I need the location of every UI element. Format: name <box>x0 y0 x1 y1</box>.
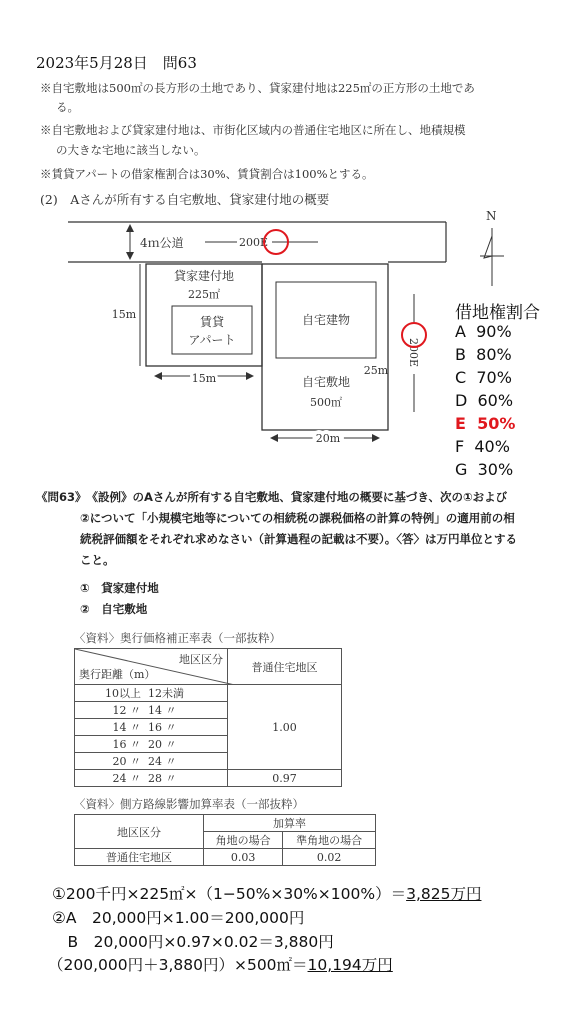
table-row: 20 〃 24 〃 <box>75 753 228 770</box>
table2-head-corner: 角地の場合 <box>204 832 283 849</box>
side-road-table <box>74 814 376 866</box>
table2-head-top: 加算率 <box>204 815 376 832</box>
question-line: 続税評価額をそれぞれ求めなさい（計算過程の記載は不要）。〈答〉は万円単位とする <box>80 532 517 546</box>
note-line: る。 <box>56 100 79 114</box>
answer-1-result: 3,825万円 <box>406 885 482 903</box>
note-line: ※賃貸アパートの借家権割合は30%、賃貸割合は100%とする。 <box>40 167 374 181</box>
table-row: 14 〃 16 〃 <box>75 719 228 736</box>
road-price-top: 200E <box>239 236 269 249</box>
depth-correction-table <box>74 648 342 787</box>
rate-item: D 60% <box>455 391 514 410</box>
table2-caption: 〈資料〉側方路線影響加算率表（一部抜粋） <box>74 797 304 811</box>
answer-line-1: ①200千円×225㎡×（1−50%×30%×100%）＝3,825万円 <box>52 885 482 903</box>
table2-val-corner: 0.03 <box>204 849 283 866</box>
lot2-area: 500㎡ <box>310 396 342 409</box>
lot2-width: 20m <box>315 432 341 445</box>
lot1-depth: 15m <box>111 308 137 321</box>
header-date: 2023年5月28日 問63 <box>36 54 197 72</box>
answer-line-2: ②A 20,000円×1.00＝200,000円 <box>52 909 305 927</box>
lot2-depth: 25m <box>363 364 389 377</box>
road-price-side: 200E <box>407 338 420 368</box>
rate-item: A 90% <box>455 322 512 341</box>
north-label: N <box>486 209 497 223</box>
table1-col-head-right: 普通住宅地区 <box>228 649 342 685</box>
house-label: 自宅建物 <box>301 313 351 327</box>
table1-value-last: 0.97 <box>228 770 342 787</box>
answer-line-3: B 20,000円×0.97×0.02＝3,880円 <box>52 933 334 951</box>
table1-caption: 〈資料〉奥行価格補正率表（一部抜粋） <box>74 631 281 645</box>
lot1-width: 15m <box>191 372 217 385</box>
table2-row-label: 普通住宅地区 <box>75 849 204 866</box>
lot2-name: 自宅敷地 <box>301 375 351 389</box>
note-line: ※自宅敷地は500㎡の長方形の土地であり、貸家建付地は225㎡の正方形の土地であ <box>40 81 475 95</box>
table1-col-head-top: 地区区分 <box>179 653 223 666</box>
table2-head-left: 地区区分 <box>75 815 204 849</box>
table-row: 24 〃 28 〃 <box>75 770 228 787</box>
question-item-1: ① 貸家建付地 <box>80 581 159 595</box>
table2-val-quasi: 0.02 <box>283 849 376 866</box>
rate-item-highlighted: E 50% <box>455 414 516 433</box>
question-line: こと。 <box>80 553 115 567</box>
rate-item: F 40% <box>455 437 510 456</box>
rates-title: 借地権割合 <box>455 303 540 323</box>
apt-line1: 賃貸 <box>199 315 225 329</box>
road-width-label: 4ｍ公道 <box>140 236 184 250</box>
lot1-name: 貸家建付地 <box>173 269 235 283</box>
note-line: ※自宅敷地および貸家建付地は、市街化区域内の普通住宅地区に所在し、地積規模 <box>40 123 466 137</box>
answer-line-4: （200,000円＋3,880円）×500㎡＝10,194万円 <box>48 956 393 974</box>
lot1-area: 225㎡ <box>188 288 220 301</box>
section-heading: (2) Aさんが所有する自宅敷地、貸家建付地の概要 <box>40 192 330 207</box>
table1-col-head-bottom: 奥行距離（m） <box>79 668 156 681</box>
question-line: 《問63》 《設例》のAさんが所有する自宅敷地、貸家建付地の概要に基づき、次の①および <box>36 490 508 504</box>
question-line: ②について「小規模宅地等についての相続税の課税価格の計算の特例」の適用前の相 <box>80 511 515 525</box>
note-line: の大きな宅地に該当しない。 <box>56 143 206 157</box>
question-item-2: ② 自宅敷地 <box>80 602 148 616</box>
rate-item: C 70% <box>455 368 512 387</box>
table2-head-quasi: 準角地の場合 <box>283 832 376 849</box>
apt-line2: アパート <box>188 333 236 347</box>
table-row: 16 〃 20 〃 <box>75 736 228 753</box>
answer-2-result: 10,194万円 <box>307 956 393 974</box>
rate-item: B 80% <box>455 345 512 364</box>
table1-value-merged: 1.00 <box>228 685 342 770</box>
table-row: 10以上 12未満 <box>75 685 228 702</box>
table-row: 12 〃 14 〃 <box>75 702 228 719</box>
rate-item: G 30% <box>455 460 514 479</box>
